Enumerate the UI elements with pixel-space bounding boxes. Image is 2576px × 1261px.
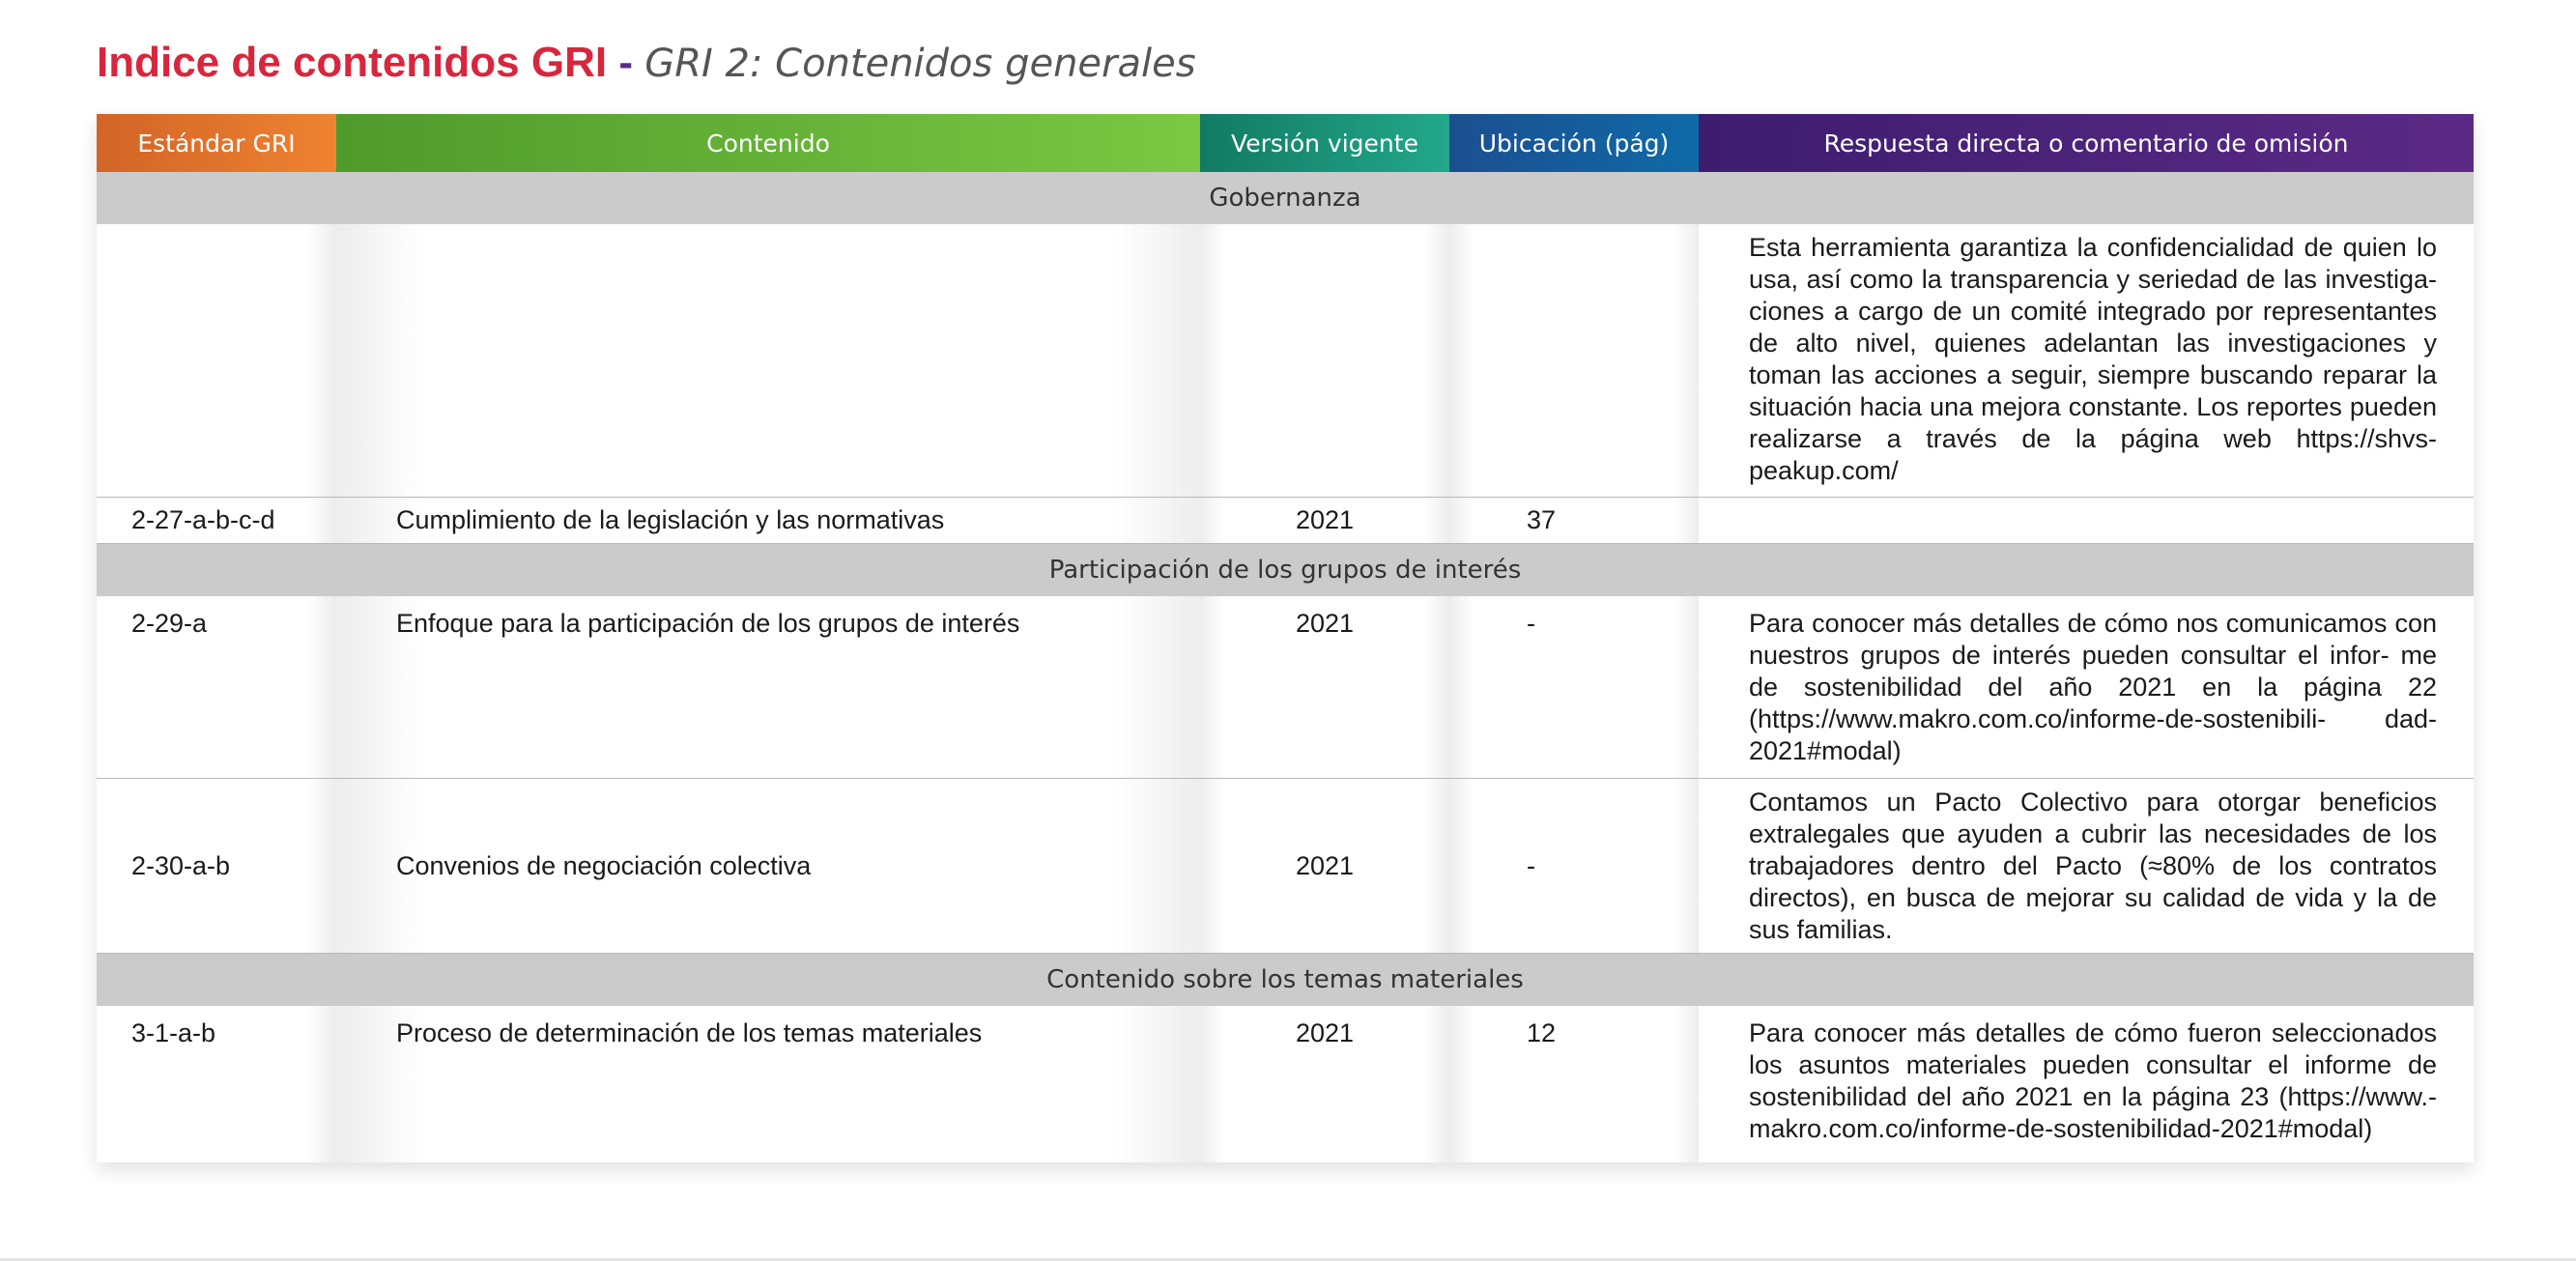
row-page: 37 [1449,498,1699,543]
header-standard: Estándar GRI [97,114,336,172]
row-page: - [1449,596,1699,778]
header-version: Versión vigente [1200,114,1449,172]
row-response: Para conocer más detalles de cómo fueron seleccionados los asuntos materiales pueden consultar el informe de sostenibilidad del año 2021 en la página 23 (https://www.- makro.com.co/informe-de-sostenibilidad-2021#modal) [1699,1006,2474,1162]
row-content [336,224,1200,497]
header-response: Respuesta directa o comentario de omisión [1699,114,2474,172]
table-row [97,779,2474,954]
row-response [1699,498,2474,543]
row-code: 2-30-a-b [97,779,336,953]
row-version [1200,224,1449,497]
row-response: Esta herramienta garantiza la confidencialidad de quien lo usa, así como la transparencia y seriedad de las investiga- ciones a cargo de un comité integrado por representantes de alto nivel, quienes adelantan las investigaciones y toman las acciones a seguir, siempre buscando reparar la situación hacia una mejora constante. Los reportes pueden realizarse a través de la página web https://shvs- peakup.com/ [1699,224,2474,497]
row-response: Contamos un Pacto Colectivo para otorgar beneficios extralegales que ayuden a cubrir las necesidades de los trabajadores dentro del Pacto (≈80% de los contratos directos), en busca de mejorar su calidad de vida y la de sus familias. [1699,779,2474,953]
row-version: 2021 [1200,1006,1449,1162]
table-row [97,498,2474,544]
section-header-material-topics: Contenido sobre los temas materiales [97,954,2474,1006]
row-page: 12 [1449,1006,1699,1162]
row-code [97,224,336,497]
row-version: 2021 [1200,596,1449,778]
row-code: 2-29-a [97,596,336,778]
row-content: Convenios de negociación colectiva [336,779,1200,953]
row-page [1449,224,1699,497]
header-location: Ubicación (pág) [1449,114,1699,172]
row-code: 2-27-a-b-c-d [97,498,336,543]
table-row [97,224,2474,498]
title-separator: - [618,39,633,86]
section-header-stakeholders: Participación de los grupos de interés [97,544,2474,596]
table-row [97,1006,2474,1162]
row-code: 3-1-a-b [97,1006,336,1162]
header-content: Contenido [336,114,1200,172]
row-version: 2021 [1200,779,1449,953]
row-version: 2021 [1200,498,1449,543]
row-page: - [1449,779,1699,953]
page-title [97,39,1196,87]
gri-content-table [97,114,2474,1162]
table-header [97,114,2474,172]
row-response: Para conocer más detalles de cómo nos comunicamos con nuestros grupos de interés pueden consultar el infor- me de sostenibilidad del año 2021 en la página 22 (https://www.makro.com.co/informe-de-sostenibili- dad-2021#modal) [1699,596,2474,778]
row-content: Enfoque para la participación de los grupos de interés [336,596,1200,778]
title-main: Indice de contenidos GRI [97,39,608,86]
row-content: Proceso de determinación de los temas materiales [336,1006,1200,1162]
title-subtitle: GRI 2: Contenidos generales [644,42,1196,86]
row-content: Cumplimiento de la legislación y las normativas [336,498,1200,543]
table-row [97,596,2474,779]
section-header-governance: Gobernanza [97,172,2474,224]
